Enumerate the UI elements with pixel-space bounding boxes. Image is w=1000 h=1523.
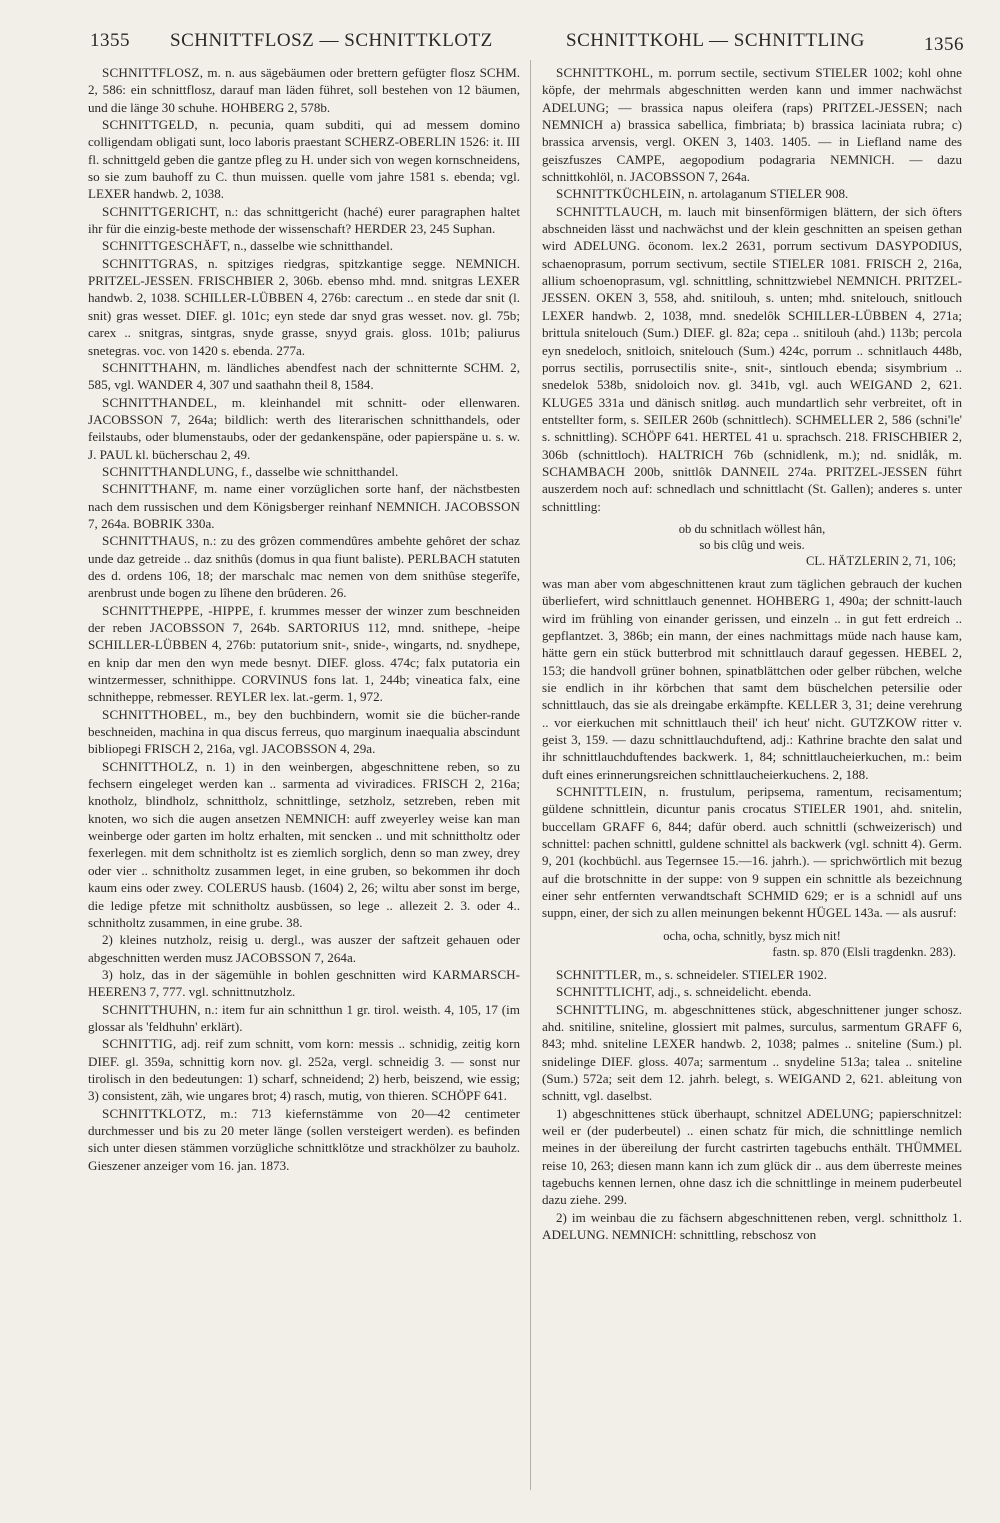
entry-schnittgras xyxy=(88,255,520,359)
entry-text: n.: zu des grôzen commendûres ambehte gehôret der schaz unde daz getreide .. daz snithûs (domus in qua fiunt baliste). PERLBACH statuten des d. ordens 106, 18; der marschalc mac nemen von dem snithûse stegerîfe, arenbrust unde bogen zu lîhene den brûderen. 26. xyxy=(88,533,520,601)
headword: SCHNITTHANF, xyxy=(102,481,198,497)
headword: SCHNITTFLOSZ, xyxy=(102,65,204,80)
entry-text: n. spitziges riedgras, spitzkantige segge. NEMNICH. PRITZEL-JESSEN. FRISCHBIER 2, 306b. ebenso mhd. mnd. snitgras LEXER handwb. 2, 1038. SCHILLER-LÜBBEN 4, 276b: carectum .. en stede dar snit (l. snit) gras wesset. DIEF. gl. 101c; eyn stede dar snyd gras wesset. nov. gl. 75b; carex .. snitgras, sintgras, snyde grasse, snyyd grais. gloss. 101b; paliurus snetegras. voc. von 1420 s. ebenda. 277a. xyxy=(88,255,520,358)
headword: SCHNITTLER, xyxy=(556,966,642,982)
headword: SCHNITTHAUS, xyxy=(102,533,199,549)
entry-schnittlauch xyxy=(542,203,962,515)
headword: SCHNITTLEIN, xyxy=(556,784,647,800)
headword: SCHNITTHANDEL, xyxy=(102,394,218,410)
entry-schnitthobel xyxy=(88,706,520,758)
entry-schnitthandlung xyxy=(88,463,520,480)
headword: SCHNITTHAHN, xyxy=(102,359,201,375)
entry-schnittling-sense-1 xyxy=(542,1105,962,1209)
verse-line: ocha, ocha, schnitly, bysz mich nit! xyxy=(663,928,841,943)
headword: SCHNITTGESCHÄFT, xyxy=(102,238,231,254)
entry-text: m., s. schneideler. STIELER 1902. xyxy=(644,966,827,982)
headword: SCHNITTHANDLUNG, xyxy=(102,463,238,479)
entry-schnittheppe xyxy=(88,602,520,706)
running-title-right: SCHNITTKOHL — SCHNITTLING xyxy=(566,30,865,51)
entry-text: m. name einer vorzüglichen sorte hanf, der nächstbesten nach dem russischen und dem Königsberger reinhanf NEMNICH. JACOBSSON 7, 264a. BOBRIK 330a. xyxy=(88,481,520,531)
entry-text: n. artolaganum STIELER 908. xyxy=(687,186,849,202)
entry-schnitthahn xyxy=(88,359,520,394)
entry-schnittkuechlein xyxy=(542,185,962,202)
entry-text: f. krummes messer der winzer zum beschneiden der reben JACOBSSON 7, 264b. SARTORIUS 112, mnd. snithepe, -heipe SCHILLER-LÜBBEN 4, 276b: putatorium snit-, snide-, wingarts, nd. snydhepe, en knip dar men den wyn mede besnyt. DIEF. gloss. 474c; falx putatoria ein wintzermesser, schnithippe. CORVINUS fons lat. 1, 244b; vineatica falx, eine schnitheppe, rebmesser. REYLER lex. lat.-germ. 1, 972. xyxy=(88,602,520,705)
entry-schnitthandel xyxy=(88,394,520,463)
column-divider xyxy=(530,60,531,1490)
entry-text: adj., s. schneidelicht. ebenda. xyxy=(658,984,812,1000)
entry-text: m. abgeschnittenes stück, abgeschnittener junger schosz. ahd. snitiline, sniteline, glossiert mit palmes, surculus, sarmentum GRAFF 6, 843; mhd. sniteline LEXER handwb. 2, 1038; palmes .. sniteline (Sum.) pl. snidelinge DIEF. gloss. 407a; sarmentum .. snydeline 513a; talea .. sniteline (Sum.) 572a; seit dem 12. jahrh. belegt, s. WEIGAND 2, 621. ableitung von schnitt, vgl. daselbst. xyxy=(542,1001,962,1104)
left-column xyxy=(88,64,520,1174)
verse-source: fastn. sp. 870 (Elsli tragdenkn. 283). xyxy=(772,944,956,959)
headword: SCHNITTHOBEL, xyxy=(102,706,207,722)
entry-schnitthaus xyxy=(88,532,520,601)
headword: SCHNITTGELD, xyxy=(102,117,198,133)
verse-line: ob du schnitlach wöllest hân, xyxy=(678,521,826,536)
entry-text: was man aber vom abgeschnittenen kraut zum täglichen gebrauch der kuchen überliefert, wird schnittlauch genennet. HOHBERG 1, 490a; der schnitt-lauch wird im frühling von einander gerissen, und einzeln .. in gut fett erdreich .. gepflantzet. 3, 386b; ein mann, der eines nachmittags müde nach hause kam, hätte gern ein stück butterbrod mit schnittlauch darauf gegessen. HEBEL 2, 153; die handvoll grüner bohnen, spinatblättchen oder gelber rübchen, welche sie endlich in ihr körbchen that samt dem büschelchen petersilie oder schnittlauch, das sie als dreingabe erkämpfte. KELLER 3, 31; deine verehrung .. vor eierkuchen mit schnittlauch theil' ich heut' nicht. GUTZKOW ritter v. geist 3, 159. — dazu schnittlauchduftend, adj.: Kathrine brachte den salat und ihr schnittlauchduftendes backwerk. 1, 84; schnittlaucheierkuchen, m.: beim duft eines erinnerungsreichen schnittlaucheierkuchens. 2, 188. xyxy=(542,575,962,782)
running-title-left: SCHNITTFLOSZ — SCHNITTKLOTZ xyxy=(170,30,493,51)
entry-text: adj. reif zum schnitt, vom korn: messis .. schnidig, zeitig korn DIEF. gl. 359a, schnittig korn nov. gl. 252a, vergl. schneidig 3. — sonst nur tirolisch in den bedeutungen: 1) scharf, schneidend; 2) herb, beiszend, wie essig; 3) consistent, zäh, wie ungares brot; 4) rasch, mutig, von thieren. SCHÖPF 641. xyxy=(88,1036,520,1104)
entry-schnittlicht xyxy=(542,983,962,1000)
headword: SCHNITTHEPPE, -HIPPE, xyxy=(102,602,254,618)
headword: SCHNITTLAUCH, xyxy=(556,203,663,219)
entry-schnittgeld xyxy=(88,116,520,203)
headword: SCHNITTIG, xyxy=(102,1036,177,1052)
entry-text: m. lauch mit binsenförmigen blättern, der sich öfters abschneiden lässt und nachwächst und der klein geschnitten an speisen gethan wird ADELUNG. öconom. lex.2 2631, porrum sectivum DASYPODIUS, schaenoprasum, porrum sectivum, sectile STIELER 1081. FRISCH 2, 216a, allium schoenoprasum, vgl. schnittling, schnittzwiebel NEMNICH. PRITZEL-JESSEN. OKEN 3, 558, ahd. snitilouh, s. unten; mhd. snitelouch, snitlouch LEXER handwb. 2, 1038, mnd. snedelôk SCHILLER-LÜBBEN 4, 271a; brittula snitelouch (Sum.) DIEF. gl. 82a; cepa .. snitilouh (ahd.) 113b; percola eyn snedeloch, snitloich, snitelouch (Sum.) 424c, porrum .. schnitlauch 448b, porrus sectilis, porrusectilis snite-, snit-, sintlouch ebenda; sisymbrium .. snedelok 538b, snidoloich nov. gl. 341b, vgl. auch WEIGAND 2, 621. KLUGE5 331a und dänisch snitløg. auch mundartlich sehr verbreitet, oft in entstellter form, s. SEILER 260b (schnittlech). SCHMELLER 2, 586 (schni'le' s. schnittling). SCHÖPF 641. HERTEL 41 u. sprachsch. 218. FRISCHBIER 2, 306b (schnittloch). HALTRICH 76b (schnidlenk, m.); nd. snidlåk, m. SCHAMBACH 200b, snittlôk DANNEIL 274a. PRITZEL-JESSEN führt auszerdem noch auf: schnedlach und schnittlacht (St. Gallen); anderes s. unter schnittling: xyxy=(542,203,962,514)
entry-text: 3) holz, das in der sägemühle in bohlen geschnitten wird KARMARSCH-HEEREN3 7, 777. vgl. schnittnutzholz. xyxy=(88,966,520,1000)
entry-schnittling xyxy=(542,1001,962,1105)
entry-schnittklotz xyxy=(88,1105,520,1174)
entry-schnittling-sense-2 xyxy=(542,1209,962,1244)
right-column xyxy=(542,64,962,1243)
headword: SCHNITTKLOTZ, xyxy=(102,1105,207,1121)
entry-schnittgeschaeft xyxy=(88,237,520,254)
entry-schnittler xyxy=(542,966,962,983)
headword: SCHNITTHUHN, xyxy=(102,1001,201,1017)
entry-text: n.: item fur ain schnitthun 1 gr. tirol. weisth. 4, 105, 17 (im glossar als 'feldhuhn' erklärt). xyxy=(88,1001,520,1034)
headword: SCHNITTLICHT, xyxy=(556,984,655,1000)
entry-text: n. pecunia, quam subditi, qui ad messem domino colligendam obligati sunt, loco laboris praestant SCHERZ-OBERLIN 1526: it. III fl. schnittgeld geben die gantze pfleg zu H. under sich von wegen kornschneidens, so sie zum bauhoff zu C. thun muissen. quelle vom jahre 1581 s. ebenda; vgl. LEXER handwb. 2, 1038. xyxy=(88,117,520,202)
entry-text: 2) im weinbau die zu fächsern abgeschnittenen reben, vergl. schnittholz 1. ADELUNG. NEMNICH: schnittling, rebschosz von xyxy=(542,1209,962,1242)
entry-schnitthanf xyxy=(88,480,520,532)
entry-schnittholz-sense-3 xyxy=(88,966,520,1001)
entry-schnitthuhn xyxy=(88,1001,520,1036)
page-number-left: 1355 xyxy=(90,30,130,51)
headword: SCHNITTKOHL, xyxy=(556,65,654,80)
verse-line: so bis clûg und weis. xyxy=(699,537,805,552)
entry-schnittgericht xyxy=(88,203,520,238)
entry-schnittflosz xyxy=(88,64,520,116)
entry-schnittig xyxy=(88,1035,520,1104)
entry-schnittlein xyxy=(542,783,962,922)
entry-schnittholz-sense-2 xyxy=(88,931,520,966)
entry-text: m. n. aus sägebäumen oder brettern gefügter flosz SCHM. 2, 586: ein schnittflosz, darauf man läden führet, soll bestehen von 12 bäumen, und die länge 30 schuhe. HOHBERG 2, 578b. xyxy=(88,65,520,115)
page-header xyxy=(0,0,1000,60)
entry-text: f., dasselbe wie schnitthandel. xyxy=(241,463,399,479)
entry-schnittlauch-continued xyxy=(542,575,962,783)
entry-text: n.: das schnittgericht (haché) eurer paragraphen haltet ihr für die einzig-beste methode der wissenschaft? HERDER 23, 245 Suphan. xyxy=(88,203,520,237)
entry-text: n. 1) in den weinbergen, abgeschnittene reben, so zu fechsern eingeleget werden kan .. sarmenta ad viviradices. FRISCH 2, 216a; knotholz, blindholz, schnittholz, schnittlinge, setzholz, setzreben, reben mit knoten, wo sich die augen ansetzen NEMNICH: auff zweyerley weise kan man weinberge oder garten im holtz erhalten, mit sencken .. und mit schnittholtz oder fexerlegen. mit dem schnitholtz ist es ziemlich sorglich, denn so man zwey, drey oder vier .. schnitholtz zusammen leget, in eine gruben, so bekommen ihr doch kaum eins oder zwey. COLERUS hausb. (1604) 2, 26; wiltu aber sonst im berge, die ledige pfetze mit schnitholtz ausbüssen, so lege .. allezeit 2. 3. oder 4.. schnitholtz zusammen, in eine grube. 38. xyxy=(88,758,520,930)
entry-text: m. kleinhandel mit schnitt- oder ellenwaren. JACOBSSON 7, 264a; bildlich: werth des literarischen schnitthandels, oder feilstaubs, oder blumenstaubs, oder der gedankenspäne, oder papierspäne u. s. w. J. PAUL kl. bücherschau 2, 49. xyxy=(88,394,520,462)
headword: SCHNITTHOLZ, xyxy=(102,758,198,774)
entry-text: 1) abgeschnittenes stück überhaupt, schnitzel ADELUNG; papierschnitzel: weil er (der puderbeutel) .. einen schatz für mich, die schnittlinge nemlich meines in der übereilung der furcht castrirten tagebuchs enthält. THÜMMEL reise 10, 263; diesen mann kann ich zum glück dir .. aus dem überreste meines tagebuchs kennen lernen, ohne dasz ich die schnittlinge in meinem puderbeutel dazu ziehe. 299. xyxy=(542,1105,962,1208)
headword: SCHNITTLING, xyxy=(556,1001,649,1017)
entry-schnittkohl xyxy=(542,64,962,185)
entry-schnittholz xyxy=(88,758,520,931)
entry-text: m., bey den buchbindern, womit sie die bücher-rande beschneiden, machina in qua discus ferreus, quo marginum inaequalia abscindunt bibliopegi FRISCH 2, 216a, vgl. JACOBSSON 4, 29a. xyxy=(88,706,520,757)
headword: SCHNITTGRAS, xyxy=(102,255,198,271)
entry-text: n. frustulum, peripsema, ramentum, recisamentum; güldene schnittlein, dicuntur panis crocatus STIELER 1901, ahd. snitelin, buccellam GRAFF 6, 844; dafür oberd. auch schnittli (schweizerisch) und schnittel: pachen schnittl, guldene schnittel als backwerk (vgl. schnitt 4). Germ. 9, 201 (kochbüchl. aus Tegernsee 15.—16. jahrh.). — sprichwörtlich mit bezug auf die brotschnitte in der suppe: von 9 suppen ein schnittle als bezeichnung einer sehr entfernten verwandtschaft SCHMID 629; er is a schnidl auf uns suppn, einer, der sich zu allen meinungen bekennt HÜGEL 143a. — als ausruf: xyxy=(542,784,962,921)
entry-text: m.: 713 kiefernstämme von 20—42 centimeter durchmesser und bis zu 20 meter länge (sollen versteigert werden). es befinden sich unter diesen stämmen vorzügliche schnittklötze und strackhölzer zu bauholz. Gieszener anzeiger vom 16. jan. 1873. xyxy=(88,1105,520,1173)
entry-text: n., dasselbe wie schnitthandel. xyxy=(233,238,394,254)
verse-quote xyxy=(542,521,962,569)
headword: SCHNITTGERICHT, xyxy=(102,203,220,219)
entry-text: m. porrum sectile, sectivum STIELER 1002; kohl ohne köpfe, der mehrmals abgeschnitten werden kann und immer nachwächst ADELUNG; — brassica napus oleifera (raps) PRITZEL-JESSEN; nach NEMNICH a) brassica sabellica, fimbriata; b) brassica laciniata rubra; c) brassica arvensis, vergl. OKEN 3, 1403. 1405. — in Liefland name des geiszfuszes CAMPE, aegopodium podagraria NEMNICH. — dazu schnittkohlöl, n. JACOBSSON 7, 264a. xyxy=(542,65,962,185)
entry-text: 2) kleines nutzholz, reisig u. dergl., was auszer der saftzeit gehauen oder abgeschnitten werden musz JACOBSSON 7, 264a. xyxy=(88,932,520,965)
verse-source: CL. HÄTZLERIN 2, 71, 106; xyxy=(805,553,956,568)
page-number-right: 1356 xyxy=(924,34,964,55)
verse-quote xyxy=(542,928,962,960)
headword: SCHNITTKÜCHLEIN, xyxy=(556,186,685,202)
entry-text: m. ländliches abendfest nach der schnitternte SCHM. 2, 585, vgl. WANDER 4, 307 und saathahn theil 8, 1584. xyxy=(88,359,520,393)
